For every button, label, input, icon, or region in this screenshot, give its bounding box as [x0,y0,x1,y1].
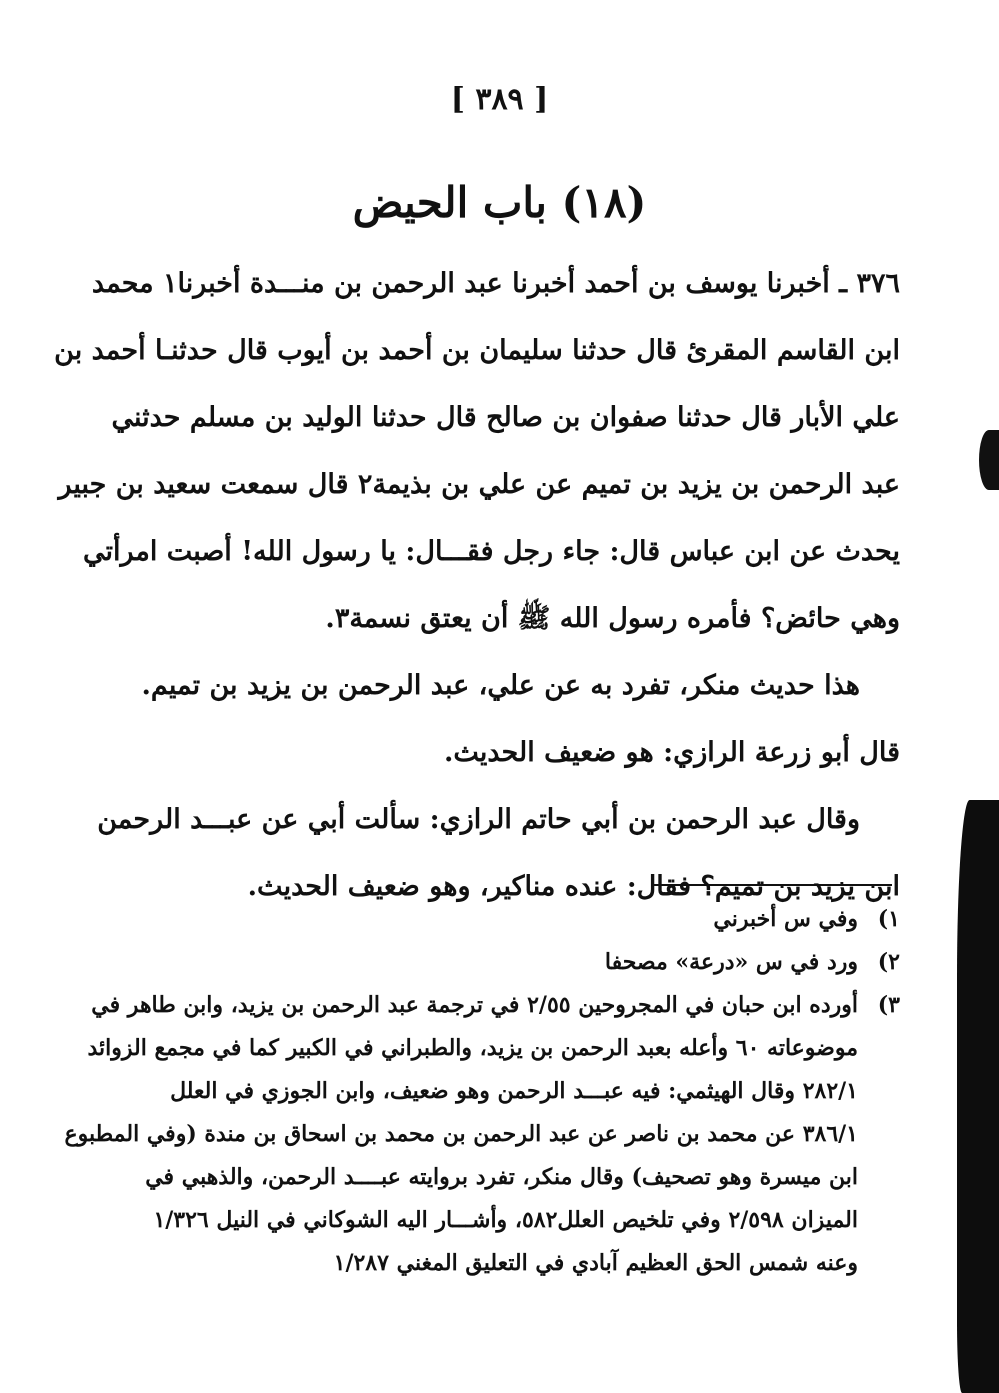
footnote-line: ورد في س «درعة» مصحفا [604,949,858,975]
footnote-line: أورده ابن حبان في المجروحين ٢/٥٥ في ترجمة عبد الرحمن بن يزيد، وابن طاهر في [91,992,858,1018]
comment-line: ابن يزيد بن تميم؟ فقال: عنده مناكير، وهو ضعيف الحديث. [247,871,900,902]
scan-edge-mark [979,430,999,490]
footnote-line: ٢٨٢/١ وقال الهيثمي: فيه عبـــد الرحمن وهو ضعيف، وابن الجوزي في العلل [170,1078,858,1104]
footnote-marker: ٣) [877,992,900,1018]
scan-edge-shadow [957,800,999,1393]
hadith-line: وهي حائض؟ فأمره رسول الله ﷺ أن يعتق نسمة٣. [325,603,900,634]
hadith-line: علي الأبار قال حدثنا صفوان بن صالح قال حدثنا الوليد بن مسلم حدثني [111,402,900,433]
footnote-1 [180,898,900,941]
footnote-line: ابن ميسرة وهو تصحيف) وقال منكر، تفرد بروايته عبــــد الرحمن، والذهبي في [145,1164,858,1190]
hadith-line: عبد الرحمن بن يزيد بن تميم عن علي بن بذيمة٢ قال سمعت سعيد بن جبير [58,469,900,500]
comment-line: قال أبو زرعة الرازي: هو ضعيف الحديث. [443,737,900,768]
footnote-line: وعنه شمس الحق العظيم آبادي في التعليق المغني ١/٢٨٧ [333,1250,858,1276]
chapter-title: (١٨) باب الحيض [352,178,647,227]
footnote-divider [652,884,892,886]
hadith-line: ٣٧٦ ـ أخبرنا يوسف بن أحمد أخبرنا عبد الرحمن بن منـــدة أخبرنا١ محمد [91,268,900,299]
footnote-line: الميزان ٢/٥٩٨ وفي تلخيص العلل٥٨٢، وأشـــار اليه الشوكاني في النيل ١/٣٢٦ [153,1207,858,1233]
footnotes [64,898,900,1285]
hadith-line: يحدث عن ابن عباس قال: جاء رجل فقـــال: يا رسول الله! أصبت امرأتي [82,536,900,567]
footnote-line: وفي س أخبرني [713,906,858,932]
page-number: [ ٣٨٩ ] [450,82,549,117]
footnote-marker: ١) [877,906,900,932]
comment-line: هذا حديث منكر، تفرد به عن علي، عبد الرحمن بن يزيد بن تميم. [141,670,860,701]
footnote-line: موضوعاته ٦٠ وأعله بعبد الرحمن بن يزيد، والطبراني في الكبير كما في مجمع الزوائد [87,1035,858,1061]
hadith-line: ابن القاسم المقرئ قال حدثنا سليمان بن أحمد بن أيوب قال حدثنـا أحمد بن [54,335,900,366]
comment-line: وقال عبد الرحمن بن أبي حاتم الرازي: سألت أبي عن عبـــد الرحمن [97,804,860,835]
footnote-3 [64,984,900,1285]
main-text [54,250,900,920]
footnote-marker: ٢) [877,949,900,975]
footnote-2 [180,941,900,984]
footnote-line: ٣٨٦/١ عن محمد بن ناصر عن عبد الرحمن بن محمد بن اسحاق بن مندة (وفي المطبوع [64,1121,858,1147]
